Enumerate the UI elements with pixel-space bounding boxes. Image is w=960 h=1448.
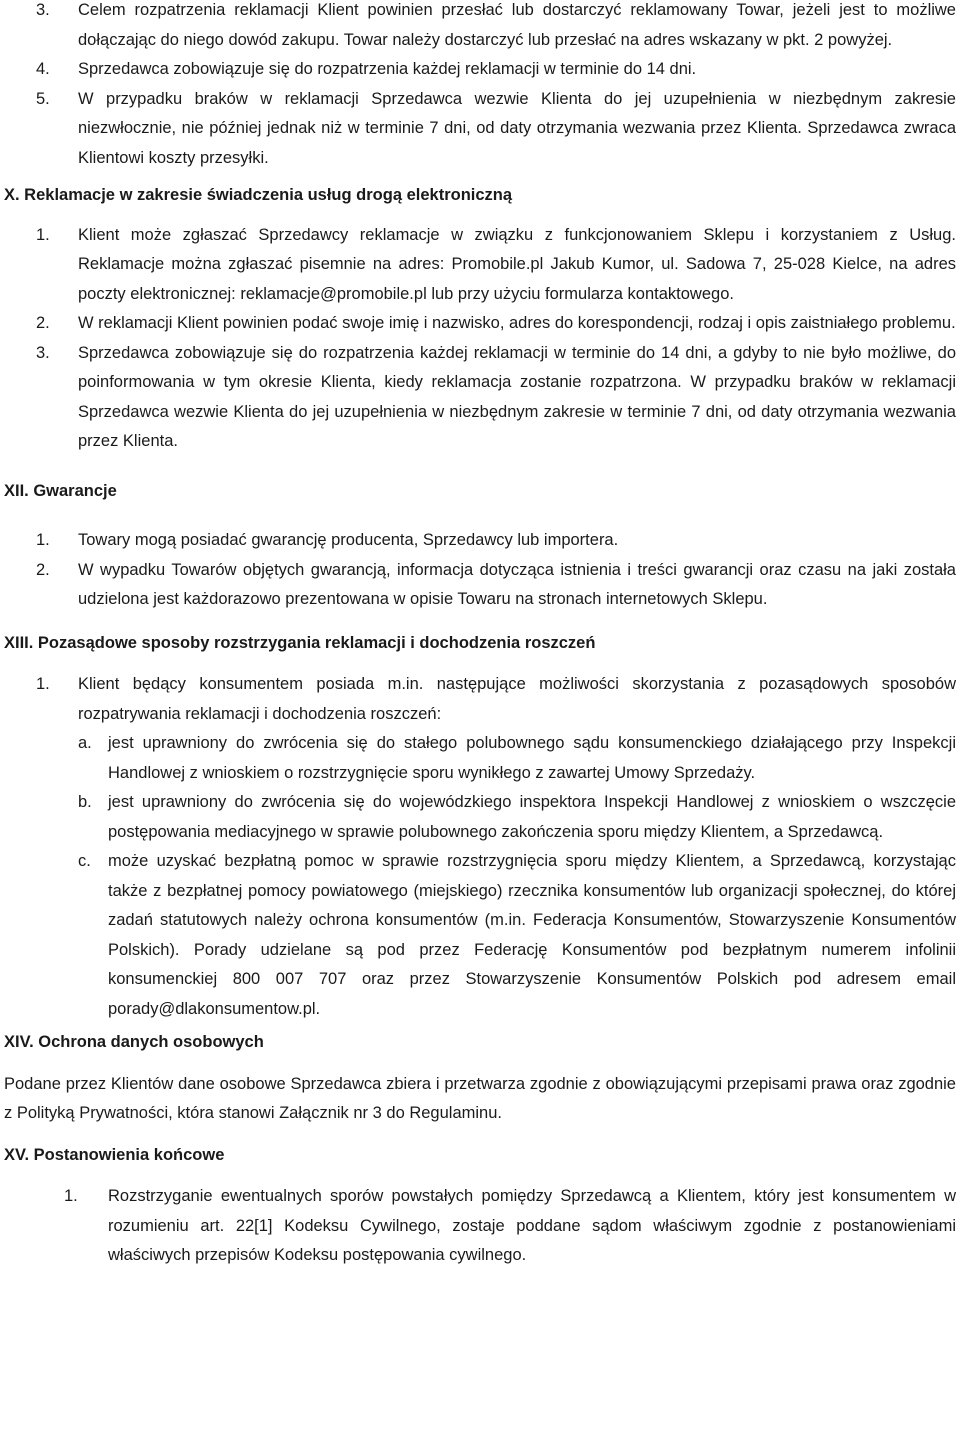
list-item <box>0 309 960 339</box>
list-item <box>0 339 960 457</box>
list-text: Sprzedawca zobowiązuje się do rozpatrzenia każdej reklamacji w terminie do 14 dni. <box>78 60 697 78</box>
list-number: 2. <box>36 314 50 332</box>
section-heading-xii: XII. Gwarancje <box>4 481 117 500</box>
list-item <box>0 526 960 556</box>
list-number: 2. <box>36 560 50 579</box>
list-number: 5. <box>36 89 50 108</box>
list-number: 3. <box>36 343 50 362</box>
list-number: 1. <box>64 1187 78 1205</box>
sub-list-text: jest uprawniony do zwrócenia się do wojewódzkiego inspektora Inspekcji Handlowej z wnioskiem o wszczęcie postępowania mediacyjnego w sprawie polubownego zakończenia sporu między Klientem, a Sprzedawcą. <box>108 793 956 841</box>
sub-list-text: może uzyskać bezpłatną pomoc w sprawie rozstrzygnięcia sporu między Klientem, a Sprzedawcą, korzystając także z bezpłatnej pomocy powiatowego (miejskiego) rzecznika konsumentów lub organizacji społecznej, do której zadań statutowych należy ochrona konsumentów (m.in. Federacja Konsumentów, Stowarzyszenie Konsumentów Polskich). Porady udzielane są pod przez Federację Konsumentów pod bezpłatnym numerem infolinii konsumenckiej 800 007 707 oraz przez Stowarzyszenie Konsumentów Polskich pod adresem email porady@dlakonsumentow.pl. <box>108 852 956 1018</box>
sub-list-item <box>0 847 960 1024</box>
list-text: Celem rozpatrzenia reklamacji Klient powinien przesłać lub dostarczyć reklamowany Towar, jeżeli jest to możliwe dołączając do niego dowód zakupu. Towar należy dostarczyć lub przesłać na adres wskazany w pkt. 2 powyżej. <box>78 1 956 49</box>
section-heading-x: X. Reklamacje w zakresie świadczenia usług drogą elektroniczną <box>4 186 513 204</box>
section-heading-xiii: XIII. Pozasądowe sposoby rozstrzygania reklamacji i dochodzenia roszczeń <box>4 633 596 652</box>
list-text: Klient będący konsumentem posiada m.in. następujące możliwości skorzystania z pozasądowych sposobów rozpatrywania reklamacji i dochodzenia roszczeń: <box>78 675 956 723</box>
section-heading-xv: XV. Postanowienia końcowe <box>4 1145 225 1164</box>
list-number: 1. <box>36 531 50 549</box>
list-item <box>0 0 960 55</box>
list-text: Sprzedawca zobowiązuje się do rozpatrzenia każdej reklamacji w terminie do 14 dni, a gdyby to nie było możliwe, do poinformowania w tym okresie Klienta, kiedy reklamacja zostanie rozpatrzona. W przypadku braków w reklamacji Sprzedawca wezwie Klienta do jej uzupełnienia w niezbędnym zakresie w terminie 7 dni, od daty otrzymania wezwania przez Klienta. <box>78 343 956 450</box>
list-number: 1. <box>36 225 50 244</box>
list-item <box>0 670 960 729</box>
sub-list-item <box>0 788 960 847</box>
sub-list-text: jest uprawniony do zwrócenia się do stałego polubownego sądu konsumenckiego działającego przy Inspekcji Handlowej z wnioskiem o rozstrzygnięcie sporu wynikłego z zawartej Umowy Sprzedaży. <box>108 734 956 782</box>
list-number: 3. <box>36 1 50 19</box>
section-heading-xiv: XIV. Ochrona danych osobowych <box>4 1033 264 1051</box>
list-item <box>0 1182 960 1271</box>
sub-list-letter: c. <box>78 852 91 870</box>
sub-list-letter: a. <box>78 734 92 752</box>
list-item <box>0 221 960 310</box>
list-text: W reklamacji Klient powinien podać swoje imię i nazwisko, adres do korespondencji, rodzaj i opis zaistniałego problemu. <box>78 314 956 332</box>
list-number: 4. <box>36 60 50 78</box>
list-item <box>0 556 960 615</box>
list-item <box>0 55 960 85</box>
list-text: W wypadku Towarów objętych gwarancją, informacja dotycząca istnienia i treści gwarancji oraz czasu na jaki została udzielona jest każdorazowo prezentowana w opisie Towaru na stronach internetowych Sklepu. <box>78 560 956 608</box>
list-text: Towary mogą posiadać gwarancję producenta, Sprzedawcy lub importera. <box>78 531 619 549</box>
list-number: 1. <box>36 675 50 693</box>
list-text: Rozstrzyganie ewentualnych sporów powstałych pomiędzy Sprzedawcą a Klientem, który jest konsumentem w rozumieniu art. 22[1] Kodeksu Cywilnego, zostaje poddane sądom właściwym zgodnie z postanowieniami właściwych przepisów Kodeksu postępowania cywilnego. <box>108 1187 956 1264</box>
sub-list-item <box>0 729 960 788</box>
list-text: Klient może zgłaszać Sprzedawcy reklamacje w związku z funkcjonowaniem Sklepu i korzystaniem z Usług. Reklamacje można zgłaszać pisemnie na adres: Promobile.pl Jakub Kumor, ul. Sadowa 7, 25-028 Kielce, na adres poczty elektronicznej: reklamacje@promobile.pl lub przy użyciu formularza kontaktowego. <box>78 225 956 303</box>
sub-list-letter: b. <box>78 793 92 811</box>
list-item <box>0 85 960 174</box>
list-text: W przypadku braków w reklamacji Sprzedawca wezwie Klienta do jej uzupełnienia w niezbędnym zakresie niezwłocznie, nie później jednak niż w terminie 7 dni, od daty otrzymania wezwania przez Klienta. Sprzedawca zwraca Klientowi koszty przesyłki. <box>78 89 956 167</box>
paragraph-personal-data: Podane przez Klientów dane osobowe Sprzedawca zbiera i przetwarza zgodnie z obowiązującymi przepisami prawa oraz zgodnie z Polityką Prywatności, która stanowi Załącznik nr 3 do Regulaminu. <box>4 1074 956 1122</box>
